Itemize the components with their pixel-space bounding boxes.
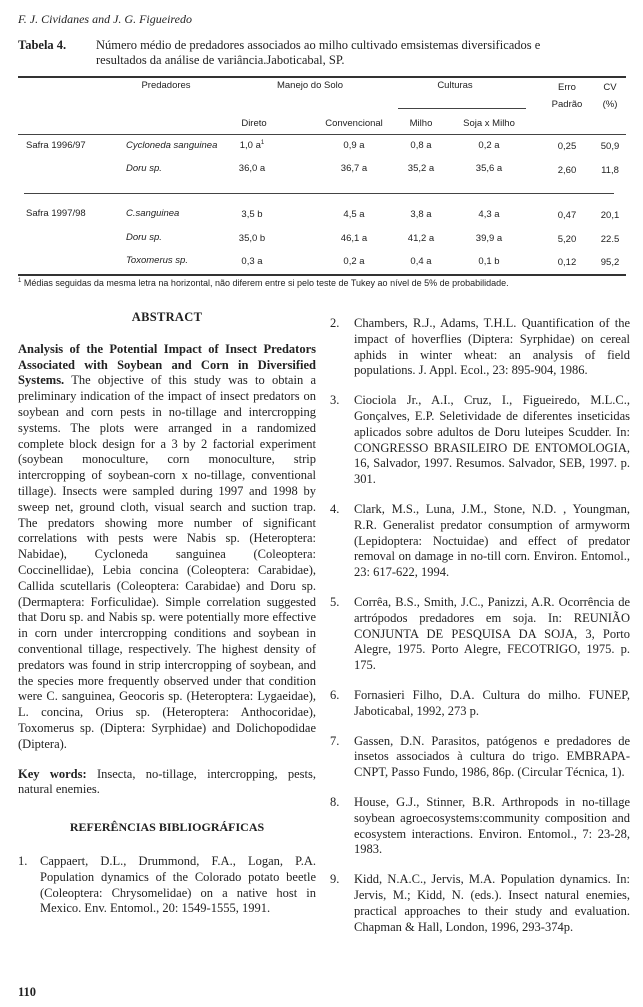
- table-caption: [18, 38, 628, 68]
- cell-cv: 11,8: [601, 165, 619, 176]
- cell-convencional: 36,7 a: [340, 163, 368, 174]
- reference-item: [330, 316, 630, 379]
- safra-label: Safra 1996/97: [26, 140, 86, 151]
- abstract-heading: ABSTRACT: [131, 310, 203, 324]
- header-convencional: Convencional: [325, 118, 383, 129]
- reference-number: 8.: [330, 794, 340, 809]
- reference-number: 1.: [18, 853, 28, 868]
- cell-erro: 0,47: [557, 210, 577, 221]
- table-caption-line2: resultados da análise de variância.Jaboticabal, SP.: [96, 53, 345, 67]
- header-manejo: Manejo do Solo: [276, 80, 344, 91]
- reference-text: Ciociola Jr., A.I., Cruz, I., Figueiredo, M.L.C., Gonçalves, E.P. Seletividade de diferentes inseticidas aplicados sobre adultos de Doru luteipes Scudder. In: CONGRESSO BRASILEIRO DE ENTOMOLOGIA, 16, Salvador, 1997. Resumos. Salvador, SEB, 1997. p. 301.: [354, 393, 630, 487]
- reference-text: Corrêa, B.S., Smith, J.C., Panizzi, A.R. Ocorrência de artrópodos predadores em soja. In: REUNIÃO CONJUNTA DE PESQUISA DA SOJA, 3, Porto Alegre, 1975. Porto Alegre, FECOTRIGO, 1975. p. 175.: [354, 594, 630, 673]
- header-predadores: Predadores: [141, 80, 191, 91]
- cell-soja-milho: 35,6 a: [475, 163, 503, 174]
- keywords-text: Insecta, no-tillage, intercropping, pests, natural enemies.: [18, 766, 317, 797]
- reference-item: [330, 872, 630, 935]
- reference-text: Fornasieri Filho, D.A. Cultura do milho. FUNEP, Jaboticabal, 1992, 273 p.: [354, 687, 630, 718]
- cell-cv: 95,2: [600, 257, 620, 268]
- cell-erro: 2,60: [557, 165, 577, 176]
- predator-name: Toxomerus sp.: [126, 255, 188, 266]
- cell-milho: 0,8 a: [410, 140, 432, 151]
- header-culturas: Culturas: [437, 80, 473, 91]
- reference-text: Chambers, R.J., Adams, T.H.L. Quantification of the impact of hoverflies (Diptera: Syrphidae) on cereal aphids in winter wheat: an analysis of field populations. J. Appl. Ecol., 23: 895-904, 1986.: [354, 316, 630, 378]
- safra-label: Safra 1997/98: [26, 208, 86, 219]
- safra-divider: [24, 193, 614, 194]
- cell-convencional: 46,1 a: [340, 233, 368, 244]
- cell-direto: 1,0 $a^1$: [239, 140, 265, 152]
- header-erro: Erro: [558, 82, 576, 93]
- cell-milho: 3,8 a: [410, 209, 432, 220]
- cell-convencional: 0,2 a: [343, 256, 365, 267]
- cell-soja-milho: 0,2 a: [478, 140, 500, 151]
- cell-direto: 0,3 a: [241, 256, 263, 267]
- cell-convencional: 0,9 a: [343, 140, 365, 151]
- reference-number: 2.: [330, 316, 340, 330]
- left-column: [18, 310, 316, 931]
- reference-number: 3.: [330, 393, 340, 408]
- table-bottom-rule: [18, 274, 626, 276]
- references-heading: REFERÊNCIAS BIBLIOGRÁFICAS: [69, 820, 265, 835]
- header-padrao: Padrão: [551, 99, 583, 110]
- cell-soja-milho: 39,9 a: [475, 233, 503, 244]
- predator-name: Doru sp.: [126, 163, 162, 174]
- header-cv: CV: [603, 82, 617, 93]
- reference-number: 5.: [330, 594, 340, 609]
- header-milho: Milho: [409, 118, 433, 129]
- reference-number: 6.: [330, 687, 340, 702]
- cell-milho: 35,2 a: [407, 163, 435, 174]
- data-table: [18, 74, 626, 294]
- cell-cv: 50,9: [600, 141, 620, 152]
- cell-milho: 0,4 a: [410, 256, 432, 267]
- cell-cv: 22.5: [600, 234, 620, 245]
- predator-name: Cycloneda sanguinea: [126, 140, 218, 151]
- header-cv-unit: (%): [602, 99, 618, 110]
- predator-name: Doru sp.: [126, 232, 162, 243]
- cell-direto: 3,5 b: [241, 209, 263, 220]
- header-direto: Direto: [241, 118, 267, 129]
- reference-number: 9.: [330, 872, 340, 887]
- reference-item: [330, 502, 630, 581]
- abstract-body: The objective of this study was to obtain a preliminary indication of the impact of insect predators on soybean and corn pests in no-tillage and intercropping systems. The plots were arranged in a randomized complete block design for a 3 by 2 factorial experiment (soybean monoculture, corn monoculture, strip intercropping of soybean-corn x no-tillage, conventional tillage). Insects were sampled during 1997 and 1998 by sweep net, ground cloth, visual search and suction trap. The predators showing more number of significant correlations with pests were Nabis sp. (Heteroptera: Nabidae), Cycloneda sanguinea (Coleoptera: Coccinellidae), Lebia concina (Coleoptera: Carabidae), Callida scutellaris (Coleoptera: Carabidae) and Doru sp. (Dermaptera: Forficulidae). Simple correlation suggested that Doru sp. and Nabis sp. were potentially more effective in corn under intercropping conditions and soybean in conventional tillage, respectively. The highest density of predators was found in strip intercropping of soybean, and the species more frequently observed under that condition were C. sanguinea, Geocoris sp. (Heteroptera: Lygaeidae), L. concina, Orius sp. (Heteroptera: Anthocoridae), Toxomerus sp. (Diptera: Syrphidae) and Dolichopodidae (Diptera).: [18, 373, 316, 751]
- cell-soja-milho: 0,1 b: [478, 256, 500, 267]
- cell-milho: 41,2 a: [407, 233, 435, 244]
- reference-text: Cappaert, D.L., Drummond, F.A., Logan, P.A. Population dynamics of the Colorado potato beetle (Coleoptera: Chrysomelidae) on a native host in Mexico. Env. Entomol., 20: 1549-1555, 1991.: [40, 853, 316, 916]
- cell-direto: 36,0 a: [238, 163, 266, 174]
- table-caption-line1: Número médio de predadores associados ao milho cultivado emsistemas diversificados e: [96, 38, 541, 52]
- running-header: F. J. Cividanes and J. G. Figueiredo: [18, 12, 192, 26]
- table-footnote: $^1$ Médias seguidas da mesma letra na horizontal, não diferem entre si pelo teste de Tukey ao nível de 5% de probabilidade.: [18, 278, 509, 288]
- cell-erro: 0,25: [557, 141, 577, 152]
- predator-name: C.sanguinea: [126, 208, 180, 219]
- reference-number: 4.: [330, 501, 340, 516]
- table-label: Tabela 4.: [18, 38, 67, 52]
- abstract-text: [18, 342, 316, 753]
- reference-text: House, G.J., Stinner, B.R. Arthropods in no-tillage soybean agroecosystems:community composition and ecosystem interactions. Environ. Entomol., 7: 23-28, 1983.: [354, 794, 630, 857]
- abstract-title: Analysis of the Potential Impact of Insect Predators Associated with Soybean and Corn in Diversified Systems.: [18, 341, 316, 388]
- reference-item: [330, 595, 630, 674]
- reference-number: 7.: [330, 733, 340, 748]
- reference-item: [330, 393, 630, 488]
- cell-erro: 5,20: [557, 234, 577, 245]
- cell-soja-milho: 4,3 a: [478, 209, 500, 220]
- culturas-rule: [398, 108, 526, 109]
- reference-item: [18, 854, 316, 917]
- reference-item: [330, 688, 630, 720]
- reference-text: Kidd, N.A.C., Jervis, M.A. Population dynamics. In: Jervis, M.; Kidd, N. (eds.). Insect natural enemies, practical approaches to their study and evaluation. Chapman & Hall, London, 1996, 293-374p.: [354, 872, 630, 934]
- reference-item: [330, 734, 630, 781]
- header-rule: [18, 134, 626, 135]
- keywords-label: Key words:: [18, 766, 87, 781]
- table-top-rule: [18, 76, 626, 78]
- cell-cv: 20,1: [600, 210, 620, 221]
- keywords: [18, 767, 316, 799]
- reference-text: Clark, M.S., Luna, J.M., Stone, N.D. , Youngman, R.R. Generalist predator consumption of armyworm (Lepidoptera: Noctuidae) and effect of predator removal on damage in no-till corn. Environ. Entomol., 23: 617-622, 1994.: [354, 501, 630, 580]
- reference-text: Gassen, D.N. Parasitos, patógenos e predadores de insetos associados à cultura do trigo. EMBRAPA-CNPT, Passo Fundo, 1986, 86p. (Circular Técnica, 1).: [354, 733, 630, 780]
- right-column: [330, 316, 630, 949]
- cell-convencional: 4,5 a: [343, 209, 365, 220]
- header-soja-milho: Soja x Milho: [463, 118, 515, 129]
- page-number: 110: [18, 985, 37, 999]
- cell-erro: 0,12: [557, 257, 577, 268]
- cell-direto: 35,0 b: [238, 233, 266, 244]
- reference-item: [330, 795, 630, 858]
